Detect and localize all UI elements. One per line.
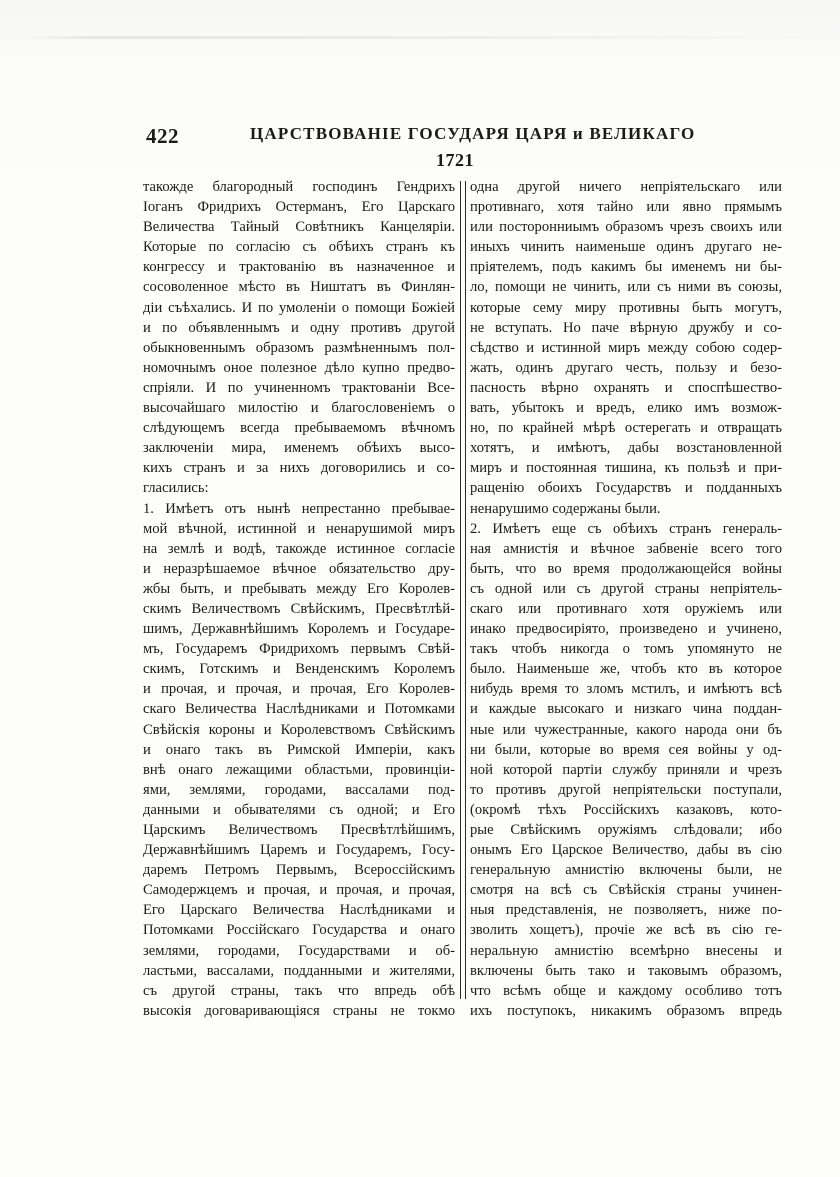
text-line: одна другой ничего непріятельскаго или [470,179,782,195]
text-line: было. Наименьше же, чтобъ кто въ которое [470,661,782,678]
text-line: инако предвосиріято, произведено и учинено, [470,621,782,638]
text-line: конгрессу и трактованію въ назначенное и [143,259,455,276]
text-line: 2. Имѣетъ еще съ обѣихъ странъ генераль- [470,520,782,537]
text-line: но, по крайней мѣрѣ остерегать и отвращать [470,420,782,437]
text-line: данными и обывателями съ одной; и Его [143,801,455,818]
text-line: ластьми, вассалами, подданными и жителями, [143,962,455,979]
text-line: что всѣмъ обще и каждому особливо тотъ [470,982,782,999]
text-line: включены быть тако и таковымъ образомъ, [470,962,782,979]
text-line: онымъ Его Царское Величество, дабы въ сію [470,842,782,859]
text-line: миръ и постоянная тишина, къ пользѣ и при- [470,460,782,477]
text-line: высокія договаривающіяся страны не токмо [143,1002,455,1019]
text-line: скаго или противнаго хотя оружіемъ или [470,600,782,617]
text-line: съ другой страны, такъ что впредь обѣ [143,982,455,999]
text-line: діи съѣхались. И по умоленіи о помощи Божіей [143,299,455,316]
text-line: и по объявленнымъ и одну противъ другой [143,319,455,336]
text-line: Самодержцемъ и прочая, и прочая, и прочая, [143,882,455,899]
text-line: спріяли. И по учиненномъ трактованіи Все- [143,379,455,396]
text-line: внѣ онаго лежащими областьми, провинціи- [143,761,455,778]
year-heading: 1721 [436,150,474,170]
text-line: зволить хощетъ), прочіе же всѣ въ сію ге- [470,922,782,939]
text-line: на землѣ и водѣ, такожде истинное согласіе [143,540,455,557]
text-line: такожде благородный господинъ Гендрихъ [143,179,455,195]
text-line: даремъ Петромъ Первымъ, Всероссійскимъ [143,862,455,879]
text-line: скимъ Величествомъ Свѣйскимъ, Пресвѣтлѣй- [143,600,455,617]
text-line: скаго Величества Наслѣдниками и Потомками [143,701,455,718]
text-line: ло, помощи не чинить, или съ ними въ союзы, [470,279,782,296]
text-line: быть, что во время продолжающейся войны [470,560,782,577]
text-line: Которые по согласію съ обѣихъ странъ къ [143,239,455,256]
text-line: не вступать. Но паче вѣрную дружбу и со- [470,319,782,336]
text-line: ращенію обоихъ Государствъ и подданныхъ [470,480,782,497]
text-line: жать, одинъ другаго честь, пользу и безо- [470,359,782,376]
text-line: Его Царскаго Величества Наслѣдниками и [143,902,455,919]
text-line: скимъ, Готскимъ и Венденскимъ Королемъ [143,661,455,678]
text-line: (окромѣ тѣхъ Россійскихъ казаковъ, кото- [470,801,782,818]
text-line: сосоволенное мѣсто въ Ништатъ въ Финлян- [143,279,455,296]
text-line: и прочая, и прочая, и прочая, Его Королев- [143,681,455,698]
text-line: и неразрѣшаемое вѣчное обязательство дру- [143,560,455,577]
text-line: и каждые высокаго и низкаго чина поддан- [470,701,782,718]
text-line: гласились: [143,480,209,497]
text-line: вать, убытокъ и вредъ, елико имъ возмож- [470,400,782,417]
text-line: ныя представленія, не позволяетъ, ниже по- [470,902,782,919]
text-line: ни были, которые во время сея войны у од- [470,741,782,758]
text-line: слѣдующемъ всегда пребываемомъ вѣчномъ [143,420,455,437]
text-line: или посторонниымъ образомъ чрезъ своихъ или [470,219,782,236]
text-line: мой вѣчной, истинной и ненарушимой миръ [143,520,455,537]
text-line: ной которой партіи службу приняли и чрезъ [470,761,782,778]
text-line: ненарушимо содержаны были. [470,500,661,517]
text-line: которые сему миру противны быть могутъ, [470,299,782,316]
text-line: Свѣйскія короны и Королевствомъ Свѣйскимъ [143,721,455,738]
left-text-column [143,177,455,1021]
text-line: такъ чтобъ никогда о томъ упомянуто не [470,641,782,658]
scan-edge-shadow [20,36,820,39]
text-line: генеральную амнистію включены были, не [470,862,782,879]
text-line: ные или чужестранные, какого народа они бъ [470,721,782,738]
text-line: противнаго, хотя тайно или явно прямымъ [470,199,782,216]
text-line: заключеніи мира, именемъ обѣихъ высо- [143,440,455,457]
text-line: неральную амнистію всемѣрно внесены и [470,942,782,959]
text-line: иныхъ чинить наименьше одинъ другаго не- [470,239,782,256]
text-line: смотря на всѣ съ Свѣйскія страны учинен- [470,882,782,899]
text-line: номочнымъ оное полезное дѣло купно предво- [143,359,455,376]
text-line: обыкновеннымъ образомъ размѣненнымъ пол- [143,339,455,356]
text-line: Потомками Россійскаго Государства и онаго [143,922,455,939]
text-line: мъ, Государемъ Фридрихомъ первымъ Свѣй- [143,641,455,658]
text-line: жбы быть, и пребывать между Его Королев- [143,580,455,597]
text-line: Царскимъ Величествомъ Пресвѣтлѣйшимъ, [143,822,455,838]
running-title: ЦАРСТВОВАНІЕ ГОСУДАРЯ ЦАРЯ и ВЕЛИКАГО [250,124,696,143]
page-number: 422 [146,124,179,148]
text-line: Іоганъ Фридрихъ Остерманъ, Его Царскаго [143,199,455,216]
text-line: сѣдство и истинной миръ между собою содер- [470,339,782,356]
text-line: и онаго такъ въ Римской Имперіи, какъ [143,741,455,758]
text-line: Державнѣйшимъ Царемъ и Государемъ, Госу- [143,842,455,859]
text-line: кихъ странъ и за нихъ договорились и со- [143,460,455,477]
text-line: 1. Имѣетъ отъ нынѣ непрестанно пребывае- [143,500,455,517]
text-line: пасность вѣрно охранять и споспѣшество- [470,379,782,396]
text-line: пріятелемъ, подъ какимъ бы именемъ ни бы- [470,259,782,276]
text-line: ями, землями, городами, вассалами под- [143,781,455,798]
column-divider [460,181,466,999]
text-line: ихъ поступокъ, никакимъ образомъ впредь [470,1002,782,1019]
right-text-column [470,177,782,1021]
text-line: землями, городами, Государствами и об- [143,942,455,959]
text-line: то противъ другой непріятельски поступали, [470,781,782,798]
text-line: Величества Тайный Совѣтникъ Канцеляріи. [143,219,455,236]
text-line: нибудь время то зломъ мстилъ, и имѣютъ всѣ [470,681,782,698]
text-line: съ одной или съ другой страны непріятель- [470,580,782,597]
text-line: ная амнистія и вѣчное забвеніе всего того [470,540,782,557]
text-line: высочайшаго милостію и благословеніемъ о [143,400,455,417]
text-line: шимъ, Державнѣйшимъ Королемъ и Государе- [143,621,455,638]
text-line: рые Свѣйскимъ оружіямъ слѣдовали; ибо [470,822,782,838]
text-line: хотятъ, и имѣютъ, дабы возстановленной [470,440,782,457]
